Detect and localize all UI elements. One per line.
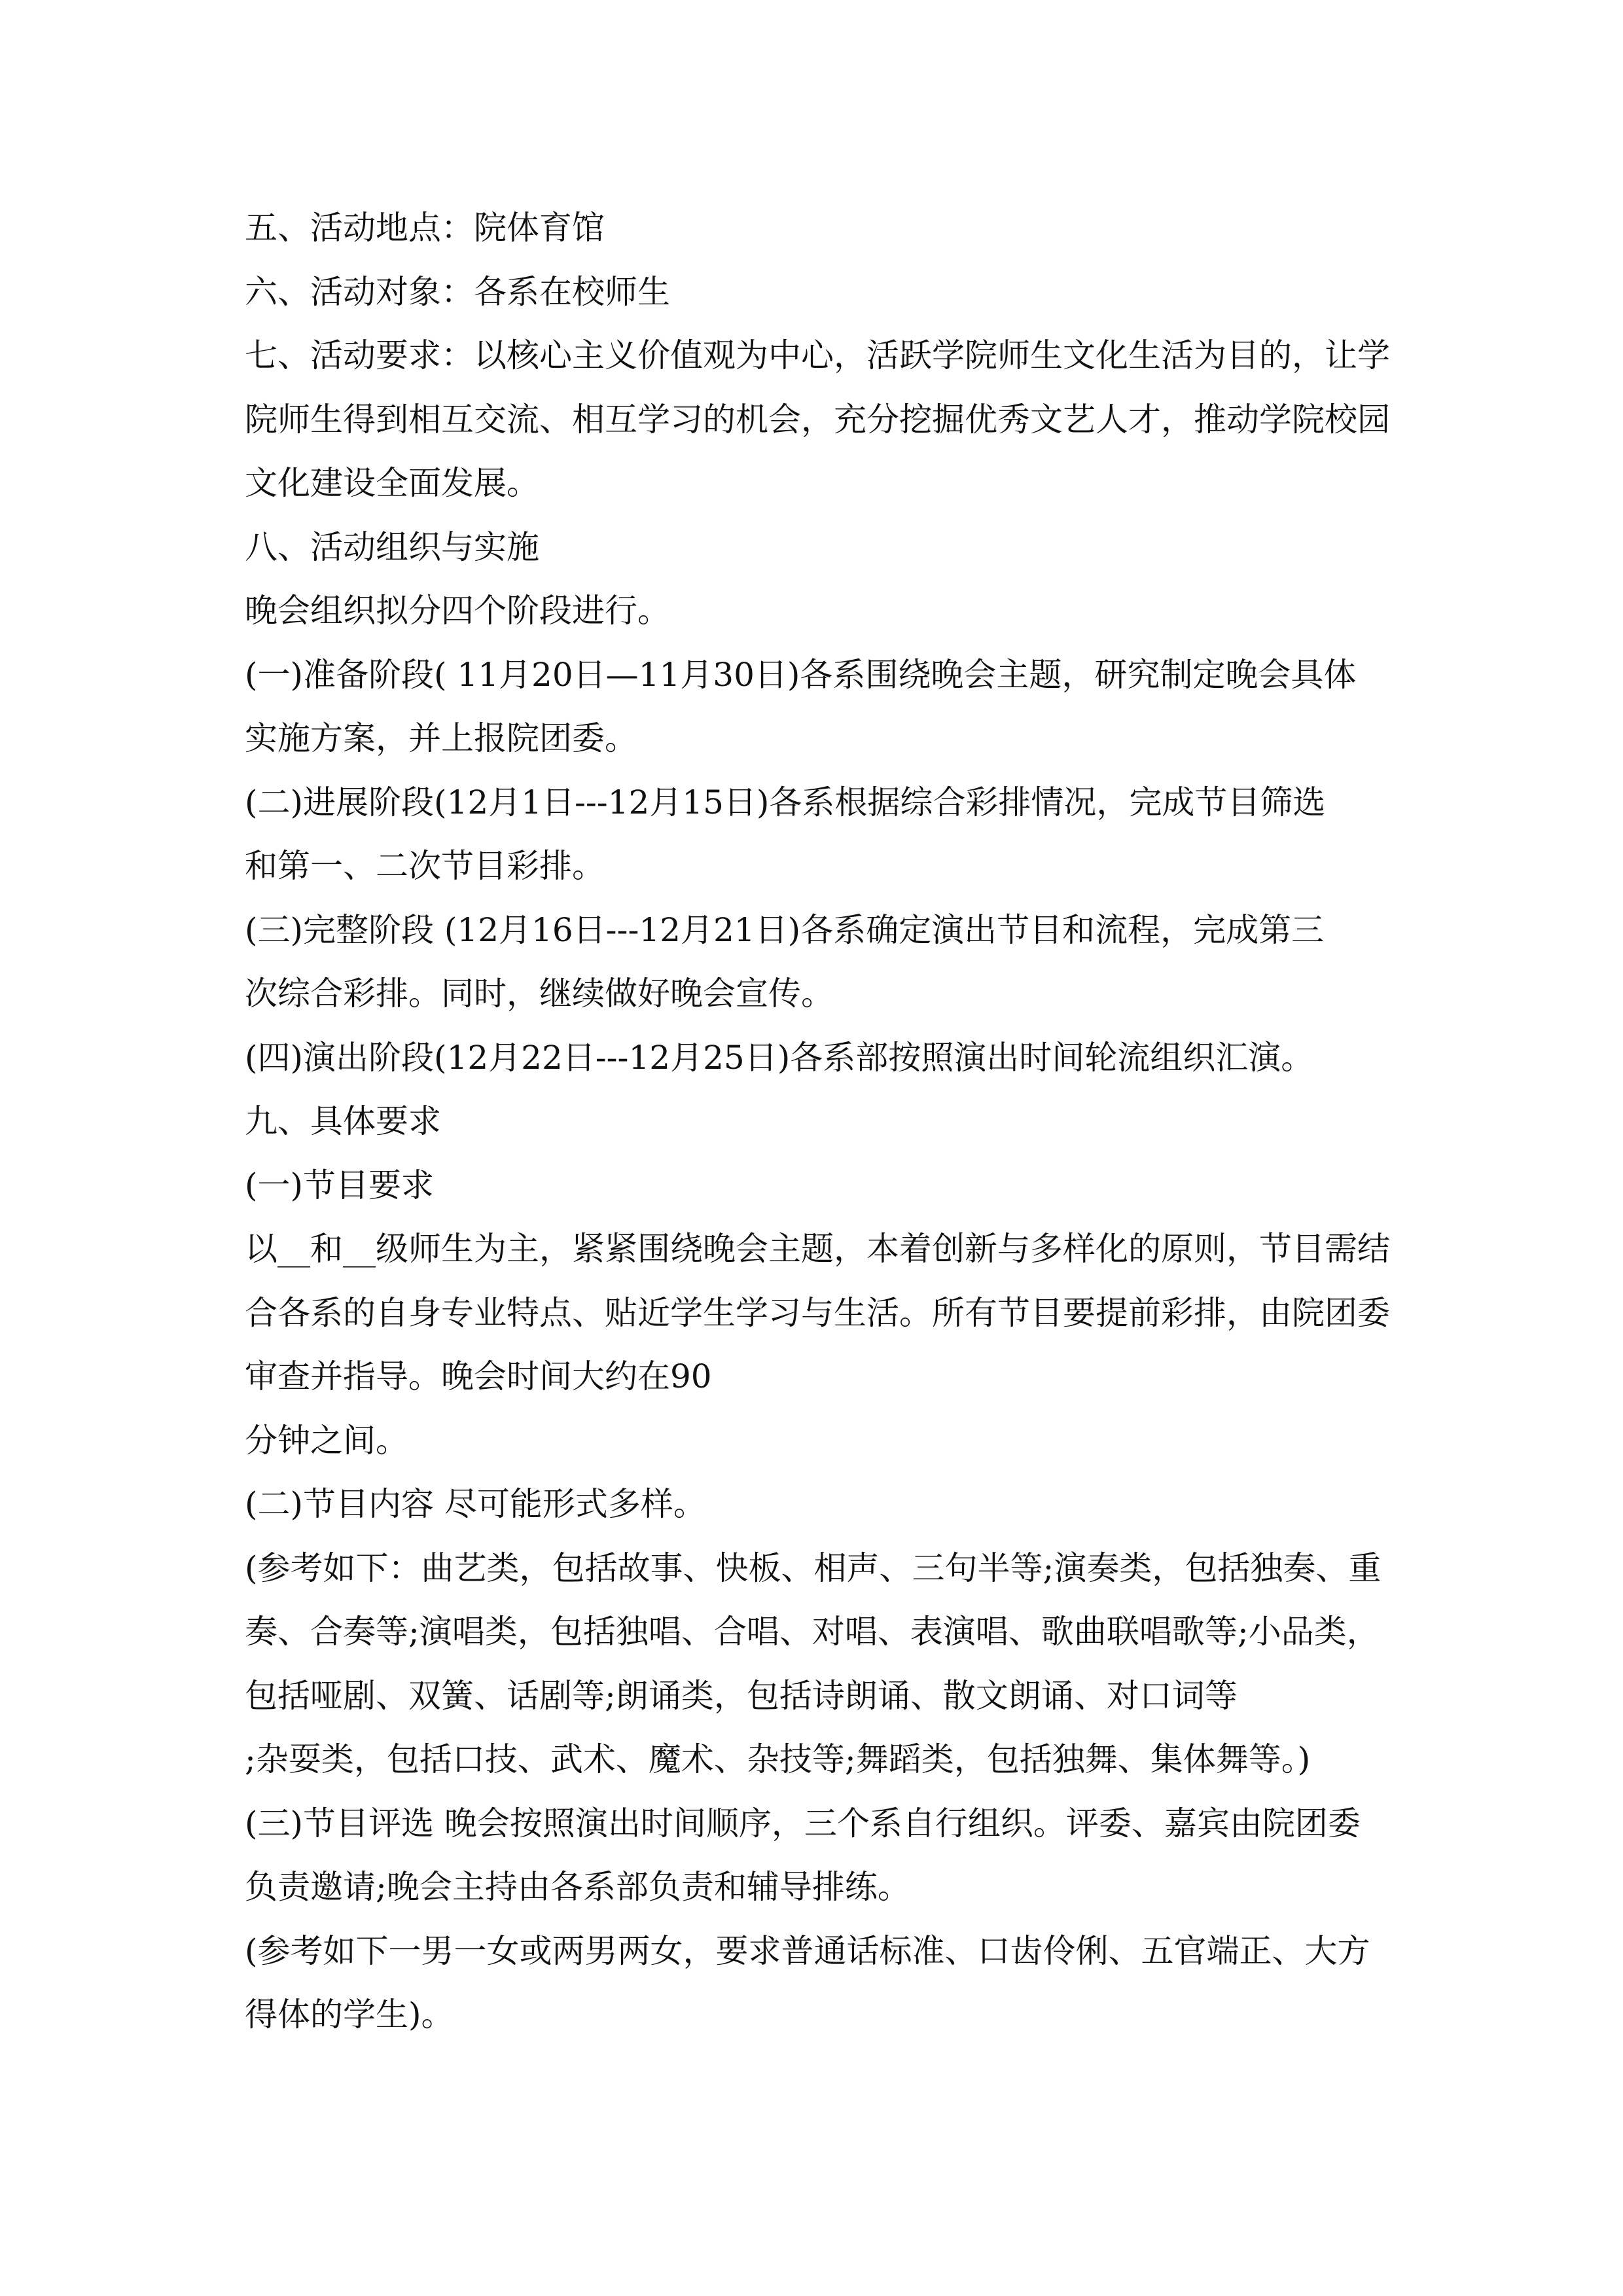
text-line: 六、活动对象：各系在校师生 bbox=[245, 272, 670, 311]
text-line: (参考如下一男一女或两男两女，要求普通话标准、口齿伶俐、五官端正、大方 bbox=[245, 1931, 1370, 1970]
text-line: 以__和__级师生为主，紧紧围绕晚会主题，本着创新与多样化的原则，节目需结 bbox=[245, 1230, 1390, 1268]
text-line: ;杂耍类，包括口技、武术、魔术、杂技等;舞蹈类，包括独舞、集体舞等。) bbox=[245, 1740, 1311, 1778]
text-line: 包括哑剧、双簧、话剧等;朗诵类，包括诗朗诵、散文朗诵、对口词等 bbox=[245, 1676, 1238, 1715]
text-line: 文化建设全面发展。 bbox=[245, 464, 539, 502]
text-line: 负责邀请;晚会主持由各系部负责和辅导排练。 bbox=[245, 1868, 910, 1906]
text-line: (一)准备阶段( 11月20日—11月30日)各系围绕晚会主题，研究制定晚会具体 bbox=[245, 655, 1357, 694]
text-line: (三)完整阶段 (12月16日---12月21日)各系确定演出节目和流程，完成第三 bbox=[245, 910, 1325, 949]
text-line: 五、活动地点：院体育馆 bbox=[245, 209, 605, 247]
section-heading: 八、活动组织与实施 bbox=[245, 528, 539, 566]
text-line: 奏、合奏等;演唱类，包括独唱、合唱、对唱、表演唱、歌曲联唱歌等;小品类， bbox=[245, 1613, 1380, 1651]
document-body bbox=[245, 196, 1397, 2047]
subsection-heading: (一)节目要求 bbox=[245, 1166, 435, 1204]
text-line: 晚会组织拟分四个阶段进行。 bbox=[245, 592, 670, 630]
text-line: (四)演出阶段(12月22日---12月25日)各系部按照演出时间轮流组织汇演。 bbox=[245, 1038, 1314, 1077]
text-line: 实施方案，并上报院团委。 bbox=[245, 719, 637, 757]
section-heading: 九、具体要求 bbox=[245, 1102, 441, 1140]
text-line: 审查并指导。晚会时间大约在90 bbox=[245, 1357, 712, 1395]
text-line: (三)节目评选 晚会按照演出时间顺序，三个系自行组织。评委、嘉宾由院团委 bbox=[245, 1804, 1361, 1842]
text-line: 合各系的自身专业特点、贴近学生学习与生活。所有节目要提前彩排，由院团委 bbox=[245, 1293, 1390, 1332]
text-line: (二)节目内容 尽可能形式多样。 bbox=[245, 1485, 706, 1523]
text-line: (参考如下：曲艺类，包括故事、快板、相声、三句半等;演奏类，包括独奏、重 bbox=[245, 1549, 1382, 1587]
text-line: 次综合彩排。同时，继续做好晚会宣传。 bbox=[245, 975, 834, 1013]
text-line: 七、活动要求：以核心主义价值观为中心，活跃学院师生文化生活为目的，让学 bbox=[245, 336, 1390, 374]
text-line: (二)进展阶段(12月1日---12月15日)各系根据综合彩排情况，完成节目筛选 bbox=[245, 783, 1326, 821]
text-line: 得体的学生)。 bbox=[245, 1996, 454, 2034]
text-line: 分钟之间。 bbox=[245, 1421, 408, 1460]
text-line: 院师生得到相互交流、相互学习的机会，充分挖掘优秀文艺人才，推动学院校园 bbox=[245, 400, 1390, 439]
text-line: 和第一、二次节目彩排。 bbox=[245, 847, 605, 885]
